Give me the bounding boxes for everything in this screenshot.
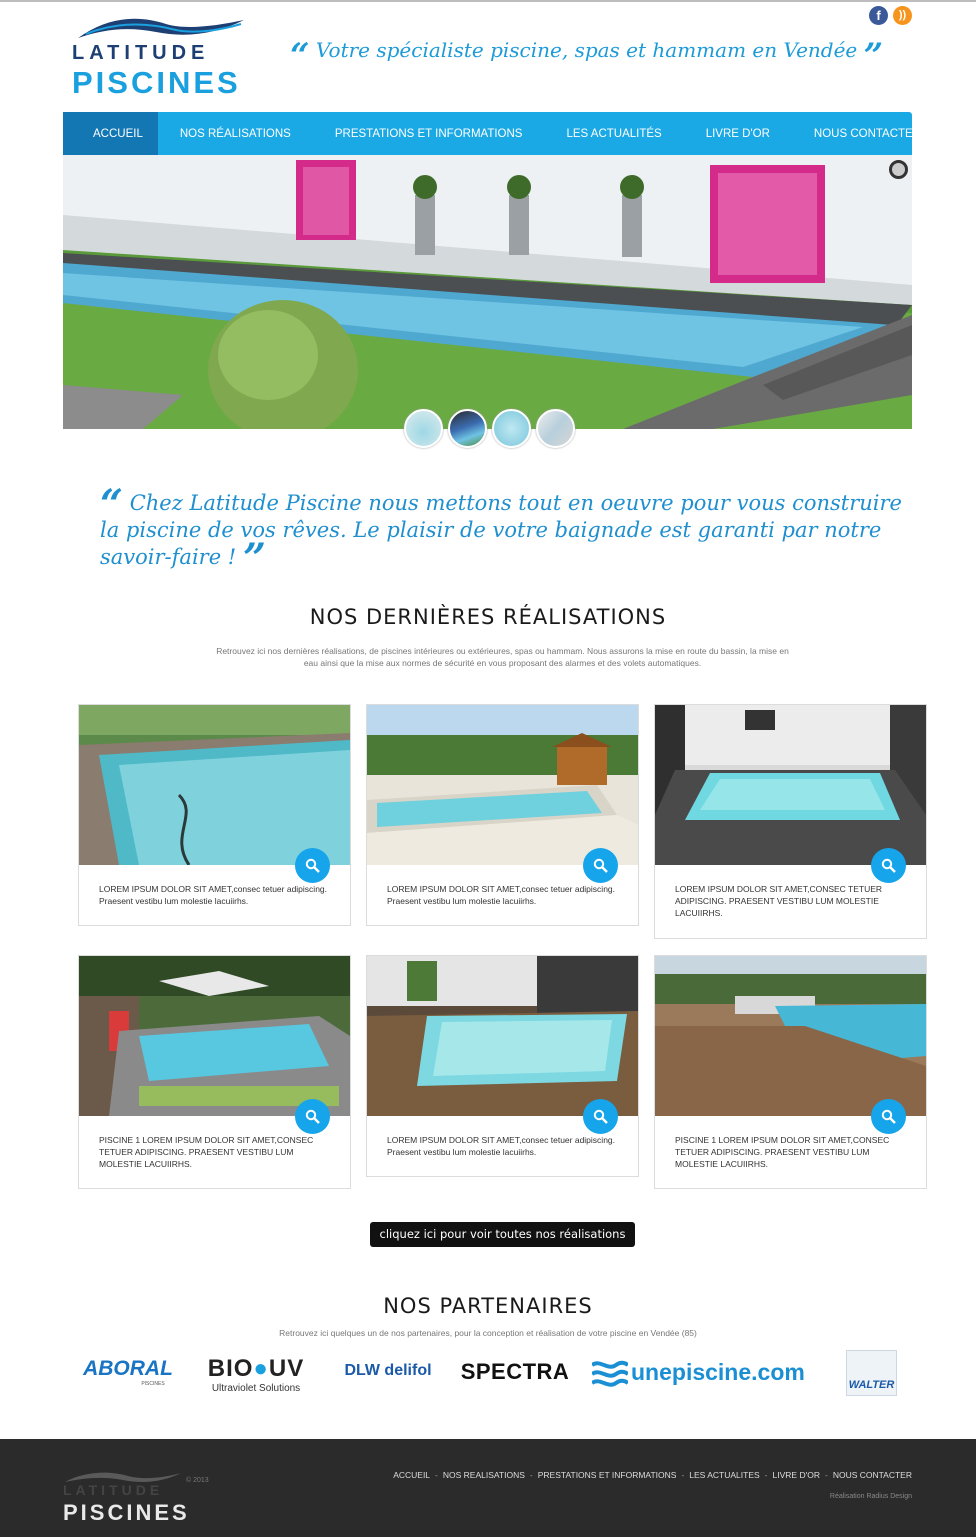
wave-icon: [592, 1357, 628, 1387]
nav-item-prestations[interactable]: PRESTATIONS ET INFORMATIONS: [334, 127, 523, 140]
magnifier-icon: [305, 858, 321, 874]
footer-nav-contact[interactable]: NOUS CONTACTER: [832, 1470, 912, 1480]
realisation-card[interactable]: [654, 704, 927, 939]
intro-quote: [100, 481, 920, 582]
realisation-caption: PISCINE 1 LOREM IPSUM DOLOR SIT AMET,CONSEC TETUER ADIPISCING. PRAESENT VESTIBU LUM MOLESTIE LACUIIRHS.: [99, 1135, 314, 1169]
realisation-photo: [655, 705, 926, 865]
realisations-description: Retrouvez ici nos dernières réalisations, de piscines intérieures ou extérieures, spas ou hammam. Nous assurons la mise en route du bassin, la mise en eau ainsi que la mise aux normes de sécurité en vous proposant des alarmes et des volets automatiques.: [216, 646, 789, 668]
main-nav: [63, 112, 922, 155]
aboral-logo-text: ABORAL: [83, 1357, 173, 1380]
partners-description: Retrouvez ici quelques un de nos partenaires, pour la conception et réalisation de votre piscine en Vendée (85): [279, 1328, 697, 1338]
zoom-button[interactable]: [295, 848, 330, 883]
biouv-logo-subtext: Ultraviolet Solutions: [211, 1382, 301, 1394]
realisation-photo: [79, 956, 350, 1116]
footer-nav-separator: -: [435, 1470, 438, 1480]
rss-icon[interactable]: )): [893, 6, 912, 25]
footer-credit[interactable]: Réalisation Radius Design: [829, 1493, 912, 1500]
facebook-icon[interactable]: f: [869, 6, 888, 25]
header-tagline: [290, 36, 884, 76]
dlw-logo-text: DLW delifol: [344, 1362, 432, 1379]
footer-nav-separator: -: [764, 1470, 768, 1480]
realisation-photo: [367, 956, 638, 1116]
realisation-caption: LOREM IPSUM DOLOR SIT AMET,CONSEC TETUER ADIPISCING. PRAESENT VESTIBU LUM MOLESTIE LACUIIRHS.: [675, 884, 883, 918]
open-quote-icon: “: [100, 481, 124, 528]
tagline-text: Votre spécialiste piscine, spas et hammam en Vendée: [315, 38, 858, 62]
realisation-card[interactable]: [366, 704, 639, 926]
slider-thumb-1[interactable]: [404, 409, 443, 448]
magnifier-icon: [305, 1109, 321, 1125]
water-drop-icon: ●: [253, 1354, 269, 1382]
walter-logo-text: WALTER: [848, 1379, 895, 1391]
slider-thumb-4[interactable]: [536, 409, 575, 448]
unepiscine-logo-text: unepiscine.com: [631, 1358, 805, 1385]
zoom-button[interactable]: [583, 848, 618, 883]
footer-nav-accueil[interactable]: ACCUEIL: [393, 1470, 431, 1480]
realisations-title: NOS DERNIÈRES RÉALISATIONS: [309, 605, 667, 629]
realisation-card[interactable]: [654, 955, 927, 1189]
zoom-button[interactable]: [871, 848, 906, 883]
realisation-card[interactable]: [78, 704, 351, 926]
logo-wave-icon: [76, 12, 246, 42]
hero-slider[interactable]: [63, 155, 912, 429]
footer-nav-realisations[interactable]: NOS REALISATIONS: [442, 1470, 525, 1480]
footer-nav-separator: -: [529, 1470, 533, 1480]
footer-logo-top-text: LATITUDE: [63, 1482, 164, 1498]
logo-top-text: LATITUDE: [72, 42, 210, 64]
footer-nav-separator: -: [824, 1470, 828, 1480]
realisation-photo: [655, 956, 926, 1116]
slider-thumb-2[interactable]: [448, 409, 487, 448]
footer-copyright: © 2013: [186, 1477, 209, 1484]
realisation-caption: LOREM IPSUM DOLOR SIT AMET,consec tetuer adipiscing. Praesent vestibu lum molestie lacuiirhs.: [99, 884, 328, 906]
zoom-button[interactable]: [871, 1099, 906, 1134]
realisation-caption: LOREM IPSUM DOLOR SIT AMET,consec tetuer adipiscing. Praesent vestibu lum molestie lacuiirhs.: [387, 884, 616, 906]
realisation-caption: PISCINE 1 LOREM IPSUM DOLOR SIT AMET,CONSEC TETUER ADIPISCING. PRAESENT VESTIBU LUM MOLESTIE LACUIIRHS.: [675, 1135, 890, 1169]
magnifier-icon: [881, 1109, 897, 1125]
intro-quote-text: Chez Latitude Piscine nous mettons tout en oeuvre pour vous construire la piscine de vos rêves. Le plaisir de votre baignade est garanti par notre savoir-faire !: [100, 491, 902, 569]
realisation-photo: [79, 705, 350, 865]
zoom-button[interactable]: [295, 1099, 330, 1134]
close-quote-icon: ”: [242, 535, 266, 582]
close-quote-icon: ”: [863, 36, 884, 76]
magnifier-icon: [593, 858, 609, 874]
zoom-button[interactable]: [583, 1099, 618, 1134]
slider-thumbnails: [404, 409, 575, 448]
realisation-card[interactable]: [78, 955, 351, 1189]
footer-nav: [393, 1470, 912, 1480]
view-all-realisations-button[interactable]: cliquez ici pour voir toutes nos réalisations: [370, 1222, 635, 1247]
slider-loader-icon: [889, 160, 908, 179]
partner-logo-unepiscine[interactable]: [592, 1354, 820, 1390]
realisation-caption: LOREM IPSUM DOLOR SIT AMET,consec tetuer adipiscing. Praesent vestibu lum molestie lacuiirhs.: [387, 1135, 616, 1157]
uv-logo-text: UV: [268, 1354, 305, 1382]
site-logo[interactable]: [72, 12, 247, 100]
logo-bottom-text: PISCINES: [72, 65, 241, 100]
footer-nav-livre-dor[interactable]: LIVRE D'OR: [772, 1470, 820, 1480]
footer-nav-prestations[interactable]: PRESTATIONS ET INFORMATIONS: [537, 1470, 677, 1480]
partner-logo-biouv[interactable]: [200, 1350, 312, 1398]
magnifier-icon: [881, 858, 897, 874]
partner-logo-aboral[interactable]: [78, 1352, 178, 1392]
nav-item-realisations[interactable]: NOS RÉALISATIONS: [179, 127, 291, 140]
nav-item-actualites[interactable]: LES ACTUALITÉS: [566, 127, 662, 140]
footer-nav-separator: -: [681, 1470, 685, 1480]
magnifier-icon: [593, 1109, 609, 1125]
open-quote-icon: “: [290, 36, 310, 76]
realisation-photo: [367, 705, 638, 865]
top-border: [0, 0, 976, 2]
nav-item-contact[interactable]: NOUS CONTACTER: [813, 127, 922, 140]
nav-item-accueil[interactable]: ACCUEIL: [63, 112, 158, 155]
partner-logo-dlw[interactable]: [334, 1356, 442, 1386]
hero-image: [63, 155, 912, 429]
bio-logo-text: BIO: [207, 1354, 254, 1382]
footer-nav-actualites[interactable]: LES ACTUALITES: [689, 1470, 760, 1480]
partners-title: NOS PARTENAIRES: [383, 1294, 593, 1318]
aboral-logo-subtext: PISCINES: [141, 1381, 165, 1387]
footer-logo-bottom-text: PISCINES: [63, 1500, 190, 1525]
spectra-logo-text: SPECTRA: [460, 1359, 570, 1384]
realisation-card[interactable]: [366, 955, 639, 1177]
nav-item-livre-dor[interactable]: LIVRE D'OR: [705, 127, 770, 140]
slider-thumb-3[interactable]: [492, 409, 531, 448]
partner-logo-walter[interactable]: [846, 1350, 897, 1396]
partner-logo-spectra[interactable]: [460, 1354, 570, 1390]
